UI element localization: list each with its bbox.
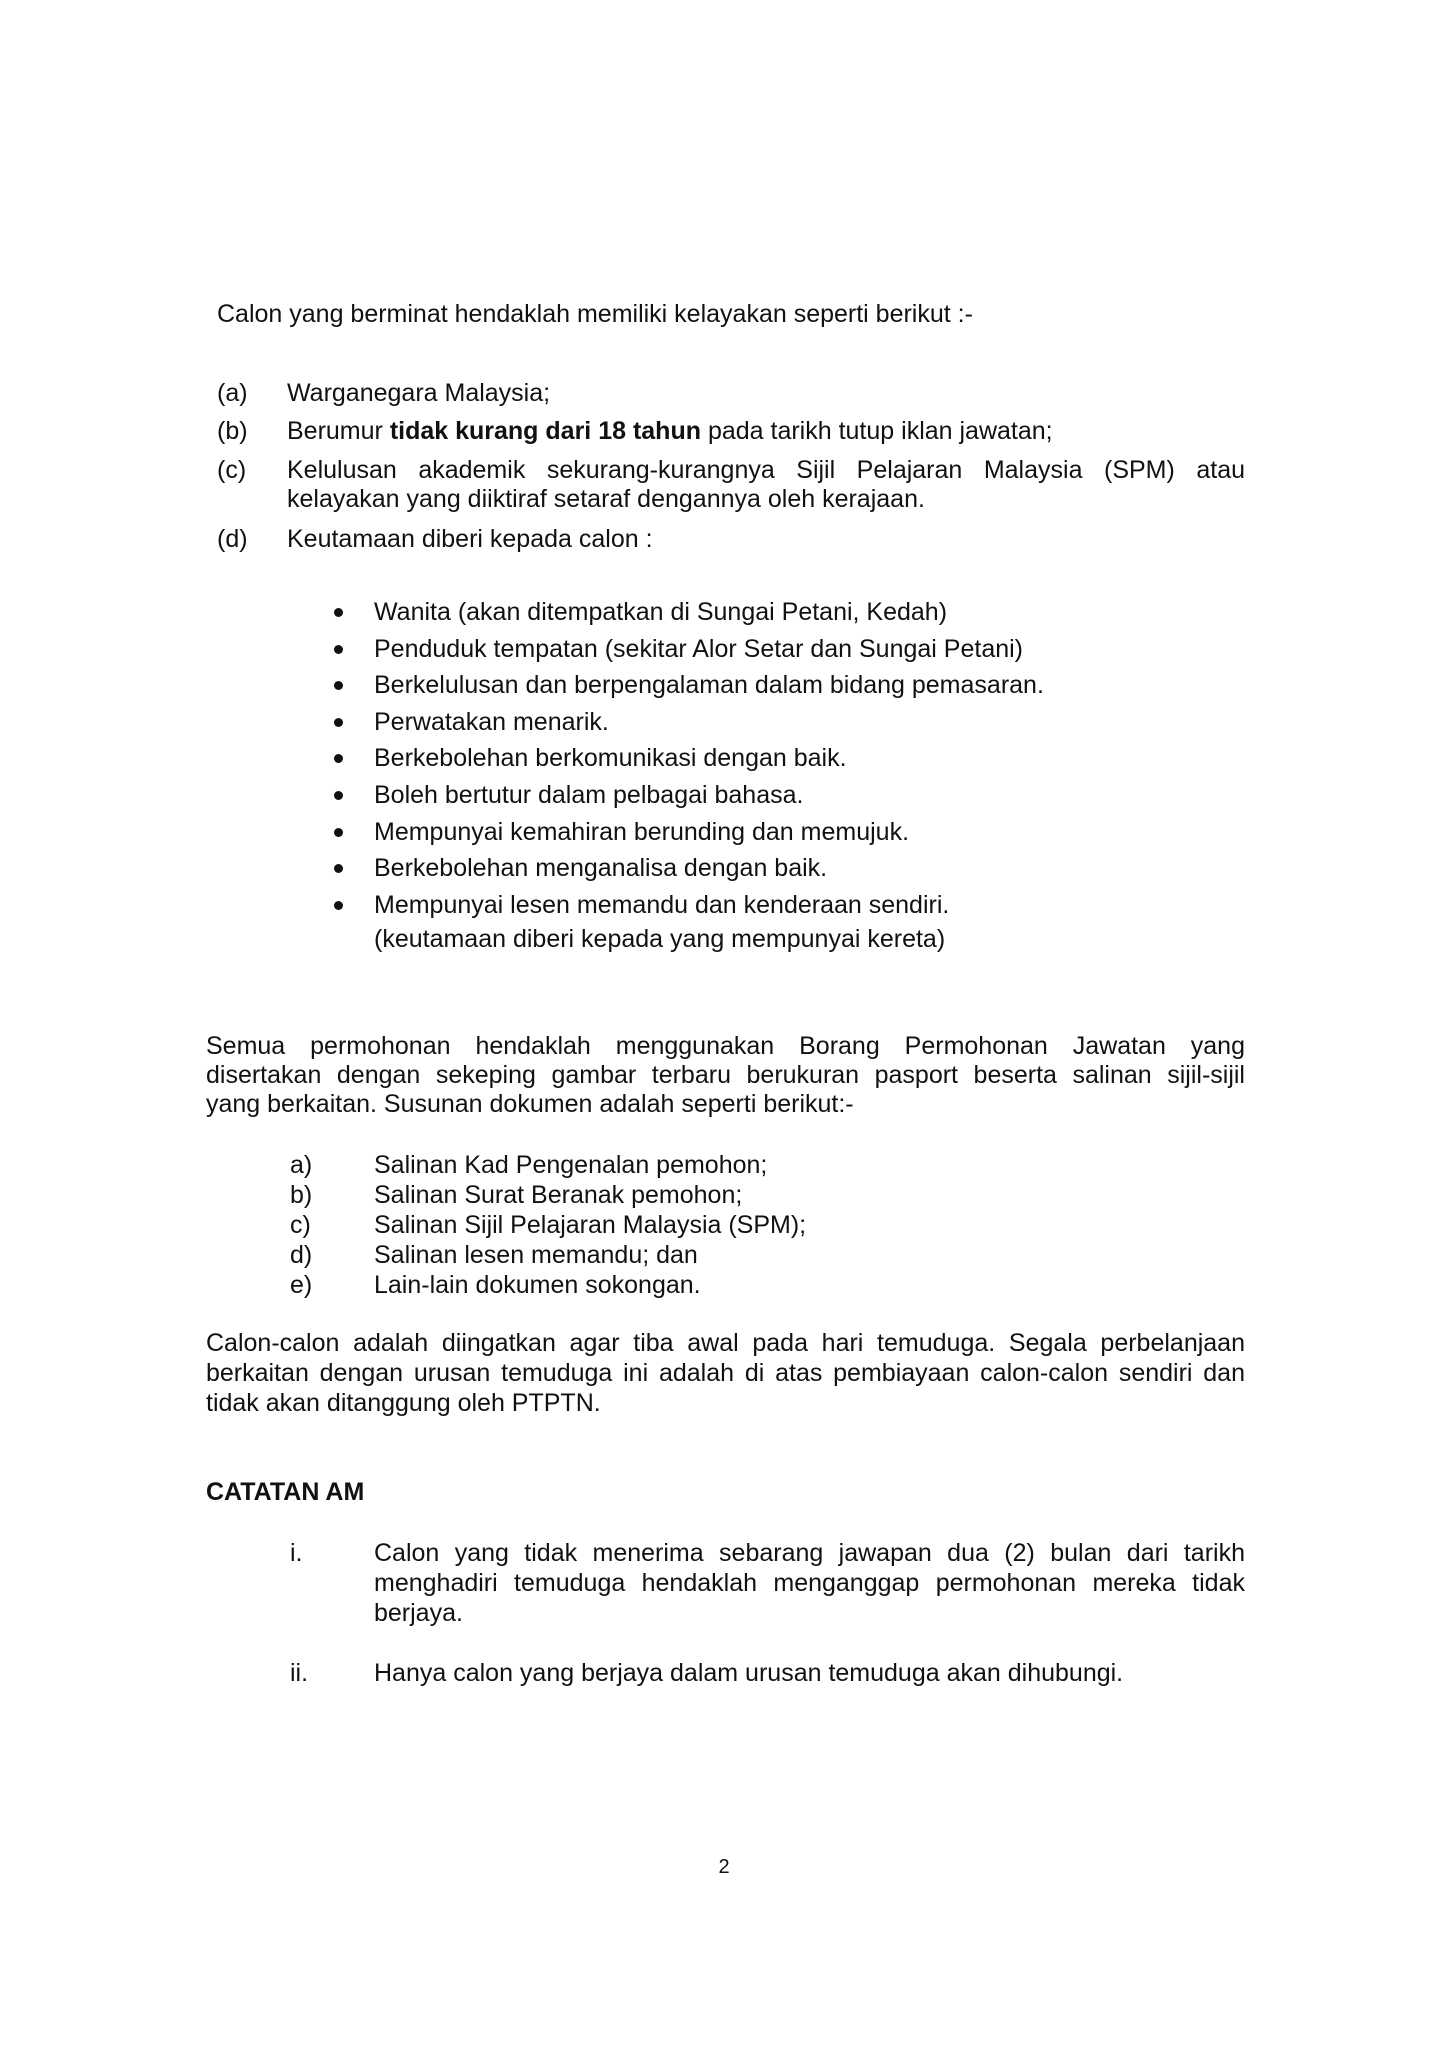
reminder-line: Calon-calon adalah diingatkan agar tiba awal pada hari temuduga. Segala perbelanjaan — [206, 1329, 1245, 1357]
note-text: Hanya calon yang berjaya dalam urusan temuduga akan dihubungi. — [374, 1659, 1124, 1687]
bullet-icon — [334, 864, 343, 873]
preference-item: Perwatakan menarik. — [374, 708, 609, 736]
requirement-marker: (c) — [217, 456, 247, 484]
bullet-icon — [334, 754, 343, 763]
document-item: Lain-lain dokumen sokongan. — [374, 1271, 701, 1299]
preference-item: Wanita (akan ditempatkan di Sungai Petani, Kedah) — [374, 598, 948, 626]
bullet-icon — [334, 901, 343, 910]
requirement-text-line: kelayakan yang diiktiraf setaraf dengannya oleh kerajaan. — [287, 485, 925, 513]
application-line: Semua permohonan hendaklah menggunakan Borang Permohonan Jawatan yang — [206, 1032, 1245, 1060]
document-item: Salinan Surat Beranak pemohon; — [374, 1181, 743, 1209]
page-number: 2 — [718, 1856, 730, 1878]
document-marker: c) — [290, 1211, 311, 1239]
document-item: Salinan Kad Pengenalan pemohon; — [374, 1151, 768, 1179]
preference-item: Berkebolehan menganalisa dengan baik. — [374, 854, 828, 882]
document-item: Salinan lesen memandu; dan — [374, 1241, 698, 1269]
preference-item: Mempunyai lesen memandu dan kenderaan sendiri. — [374, 891, 950, 919]
application-line: yang berkaitan. Susunan dokumen adalah seperti berikut:- — [206, 1090, 854, 1118]
notes-heading: CATATAN AM — [206, 1478, 365, 1506]
bullet-icon — [334, 608, 343, 617]
note-line: menghadiri temuduga hendaklah menganggap permohonan mereka tidak — [374, 1569, 1245, 1597]
note-marker: ii. — [290, 1659, 309, 1687]
requirement-marker: (d) — [217, 525, 248, 553]
requirement-marker: (a) — [217, 379, 248, 407]
preference-item: Penduduk tempatan (sekitar Alor Setar dan Sungai Petani) — [374, 635, 1024, 663]
document-item: Salinan Sijil Pelajaran Malaysia (SPM); — [374, 1211, 807, 1239]
preference-item: Boleh bertutur dalam pelbagai bahasa. — [374, 781, 804, 809]
requirement-text — [287, 416, 1053, 446]
note-line: Calon yang tidak menerima sebarang jawapan dua (2) bulan dari tarikh — [374, 1539, 1245, 1567]
requirement-text-post: pada tarikh tutup iklan jawatan; — [701, 417, 1053, 445]
requirement-text-bold: tidak kurang dari 18 tahun — [389, 417, 701, 445]
requirement-text-line: Kelulusan akademik sekurang-kurangnya Sijil Pelajaran Malaysia (SPM) atau — [287, 456, 1245, 484]
bullet-icon — [334, 645, 343, 654]
preference-item: Berkebolehan berkomunikasi dengan baik. — [374, 744, 847, 772]
bullet-icon — [334, 791, 343, 800]
requirement-text: Warganegara Malaysia; — [287, 379, 551, 407]
bullet-icon — [334, 828, 343, 837]
document-marker: e) — [290, 1271, 313, 1299]
reminder-line: berkaitan dengan urusan temuduga ini adalah di atas pembiayaan calon-calon sendiri dan — [206, 1359, 1245, 1387]
requirement-text: Keutamaan diberi kepada calon : — [287, 525, 653, 553]
bullet-icon — [334, 681, 343, 690]
requirement-marker: (b) — [217, 417, 248, 445]
preference-item: Mempunyai kemahiran berunding dan memujuk. — [374, 818, 910, 846]
intro-text: Calon yang berminat hendaklah memiliki kelayakan seperti berikut :- — [217, 300, 973, 328]
note-line: berjaya. — [374, 1599, 463, 1627]
application-line: disertakan dengan sekeping gambar terbaru berukuran pasport beserta salinan sijil-sijil — [206, 1061, 1245, 1089]
document-marker: a) — [290, 1151, 313, 1179]
document-marker: b) — [290, 1181, 313, 1209]
preference-item: Berkelulusan dan berpengalaman dalam bidang pemasaran. — [374, 671, 1044, 699]
preference-note: (keutamaan diberi kepada yang mempunyai kereta) — [374, 925, 946, 953]
reminder-line: tidak akan ditanggung oleh PTPTN. — [206, 1389, 601, 1417]
bullet-icon — [334, 718, 343, 727]
note-marker: i. — [290, 1539, 303, 1567]
document-marker: d) — [290, 1241, 313, 1269]
requirement-text-pre: Berumur — [287, 417, 390, 445]
